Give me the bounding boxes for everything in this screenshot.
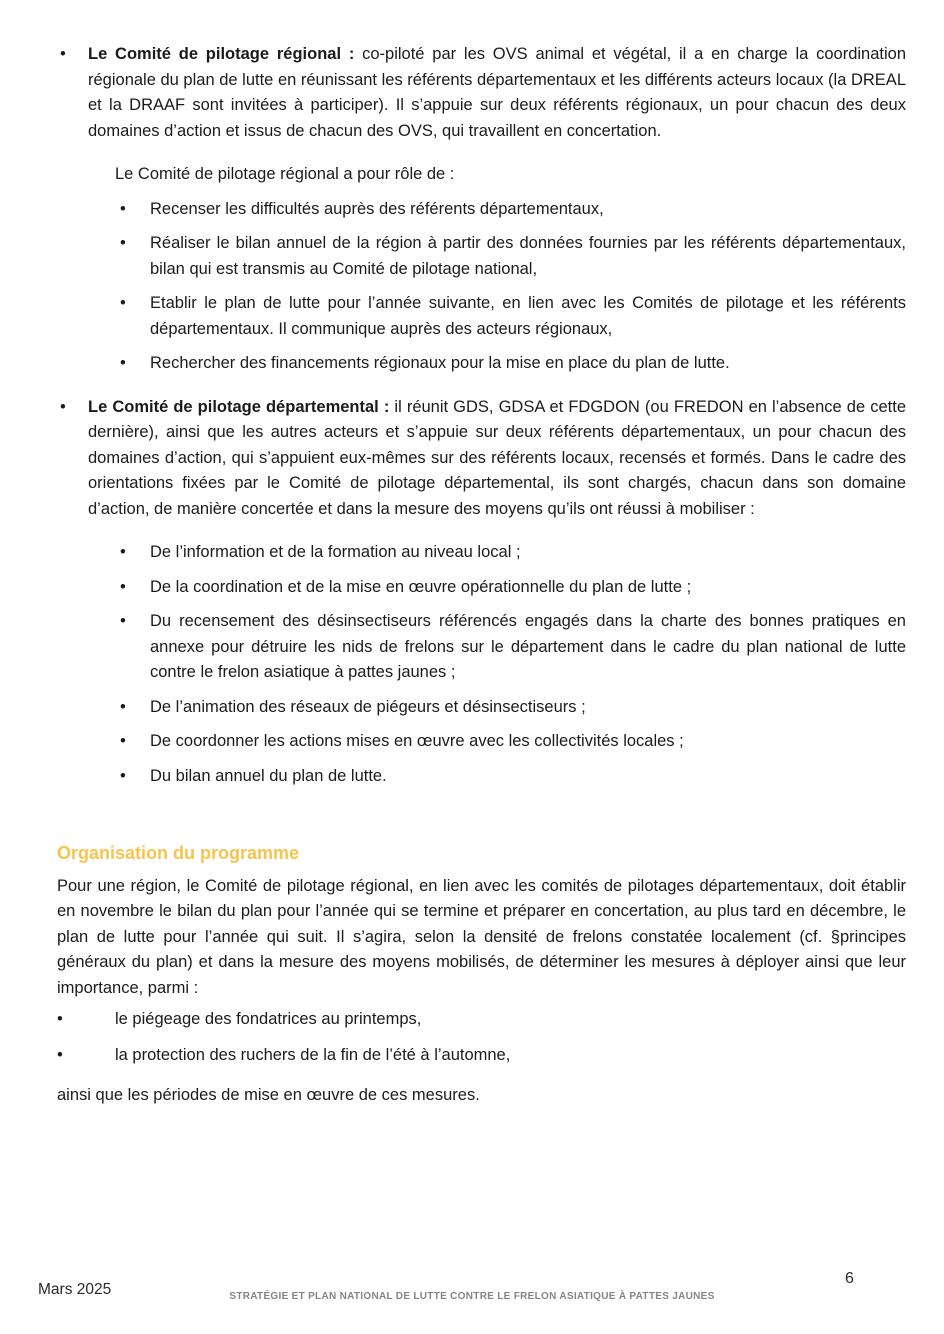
bullet-icon: • [120,294,126,312]
bullet-icon: • [120,543,126,561]
copil-departemental-bullet [57,395,906,523]
section-heading-organisation: Organisation du programme [57,843,300,863]
copil-regional-roles-intro: Le Comité de pilotage régional a pour rôle de : [115,165,455,183]
list-item [120,231,906,282]
list-item [120,764,906,790]
list-item-text: Du recensement des désinsectiseurs référencés engagés dans la charte des bonnes pratiques en annexe pour détruire les nids de frelons sur le département dans le cadre du plan national de lutte contre le frelon asiatique à pattes jaunes ; [150,612,906,681]
list-item-text: le piégeage des fondatrices au printemps, [115,1010,422,1028]
list-item [120,291,906,342]
list-item-text: De la coordination et de la mise en œuvre opérationnelle du plan de lutte ; [150,577,692,596]
bullet-icon: • [120,199,126,218]
copil-departemental-body: il réunit GDS, GDSA et FDGDON (ou FREDON en l’absence de cette dernière), ainsi que les autres acteurs et s’appuie sur deux référents départementaux, un pour chacun des domaines d’action, qui s’appuient eux-mêmes sur des référents locaux, recensés et formés. Dans le cadre des orientations fixées par le Comité de pilotage départemental, ils sont chargés, chacun dans son domaine d’action, de manière concertée et dans la mesure des moyens qu’ils ont réussi à mobiliser : [88,397,906,518]
list-item-text: Du bilan annuel du plan de lutte. [150,766,387,785]
footer-date: Mars 2025 [38,1281,112,1298]
copil-regional-bullet [57,42,906,144]
list-item [120,695,906,721]
copil-departemental-lead: Le Comité de pilotage départemental : [88,397,390,416]
bullet-icon: • [120,732,126,750]
copil-regional-roles-list [57,197,906,377]
list-item-text: De coordonner les actions mises en œuvre avec les collectivités locales ; [150,732,684,750]
footer-page-number: 6 [845,1270,854,1287]
bullet-icon: • [60,45,66,63]
list-item [120,609,906,686]
list-item [57,1007,906,1033]
list-item-text: Etablir le plan de lutte pour l’année suivante, en lien avec les Comités de pilotage et les référents départementaux. Il communique auprès des acteurs régionaux, [150,294,906,338]
copil-departemental-tasks-list [57,540,906,789]
bullet-icon: • [120,354,126,372]
organisation-paragraph: Pour une région, le Comité de pilotage régional, en lien avec les comités de pilotages départementaux, doit établir en novembre le bilan du plan pour l’année qui se termine et préparer en concertation, au plus tard en décembre, le plan de lutte pour l’année qui suit. Il s’agira, selon la densité de frelons constatée localement (cf. §principes généraux du plan) et dans la mesure des moyens mobilisés, de déterminer les mesures à déployer ainsi que leur importance, parmi : [57,876,906,997]
bullet-icon: • [120,697,126,716]
bullet-icon: • [120,577,126,596]
page-content [57,42,906,1109]
list-item [120,197,906,223]
list-item-text: la protection des ruchers de la fin de l’été à l’automne, [115,1045,511,1064]
list-item [120,729,906,755]
list-item-text: De l’information et de la formation au niveau local ; [150,543,521,561]
bullet-icon: • [120,612,126,630]
list-item-text: Recenser les difficultés auprès des référents départementaux, [150,199,604,218]
list-item [120,575,906,601]
list-item-text: De l’animation des réseaux de piégeurs et désinsectiseurs ; [150,697,586,716]
copil-regional-lead: Le Comité de pilotage régional : [88,45,355,63]
bullet-icon: • [60,397,66,416]
list-item-text: Réaliser le bilan annuel de la région à partir des données fournies par les référents départementaux, bilan qui est transmis au Comité de pilotage national, [150,234,906,278]
list-item-text: Rechercher des financements régionaux pour la mise en place du plan de lutte. [150,354,730,372]
list-item [120,540,906,566]
copil-regional-body: co-piloté par les OVS animal et végétal, il a en charge la coordination régionale du plan de lutte en réunissant les référents départementaux et les différents acteurs locaux (la DREAL et la DRAAF sont invitées à participer). Il s’appuie sur deux référents régionaux, un pour chacun des deux domaines d’action et issus de chacun des OVS, qui travaillent en concertation. [88,45,907,140]
bullet-icon: • [57,1010,63,1028]
organisation-measures-list [57,1007,906,1068]
bullet-icon: • [120,234,126,252]
bullet-icon: • [57,1045,63,1064]
organisation-closing: ainsi que les périodes de mise en œuvre de ces mesures. [57,1086,480,1104]
list-item [57,1043,906,1069]
list-item [120,351,906,377]
bullet-icon: • [120,766,126,785]
footer-doc-title: STRATÉGIE ET PLAN NATIONAL DE LUTTE CONTRE LE FRELON ASIATIQUE À PATTES JAUNES [229,1291,715,1302]
